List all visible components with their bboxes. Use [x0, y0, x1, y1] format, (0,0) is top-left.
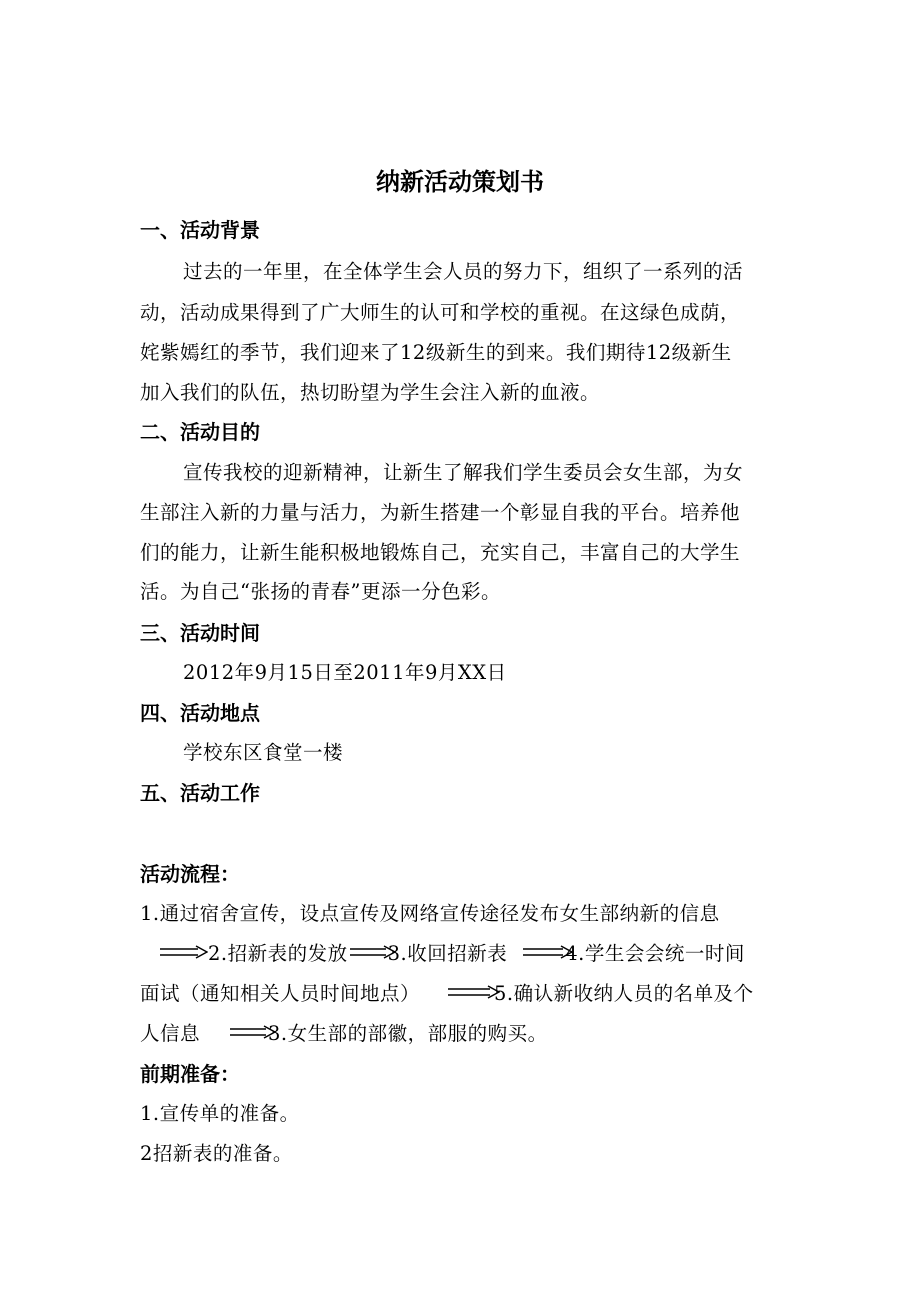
prep-item: 2招新表的准备。	[140, 1142, 293, 1165]
paragraph-line: 宣传我校的迎新精神，让新生了解我们学生委员会女生部，为女	[183, 461, 744, 484]
flow-line-1: 1.通过宿舍宣传，设点宣传及网络宣传途径发布女生部纳新的信息	[140, 902, 720, 925]
heading-work: 五、活动工作	[140, 781, 260, 805]
paragraph-line: 活。为自己“张扬的青春”更添一分色彩。	[140, 580, 501, 603]
flow-line-3	[140, 978, 754, 1006]
flow-step-4: 4.学生会会统一时间	[565, 942, 745, 965]
paragraph-line: 们的能力，让新生能积极地锻炼自己，充实自己，丰富自己的大学生	[140, 541, 741, 564]
double-arrow-icon	[160, 945, 208, 959]
paragraph-line: 过去的一年里，在全体学生会人员的努力下，组织了一系列的活	[183, 260, 744, 283]
flow-line-2	[160, 938, 745, 966]
heading-prep: 前期准备：	[140, 1062, 240, 1086]
flow-step-6: 3.女生部的部徽，部服的购买。	[268, 1022, 548, 1045]
activity-location-text: 学校东区食堂一楼	[183, 741, 344, 764]
document-title: 纳新活动策划书	[376, 168, 544, 196]
flow-step-3: 3.收回招新表	[387, 942, 508, 965]
paragraph-line: 姹紫嫣红的季节，我们迎来了12级新生的到来。我们期待12级新生	[140, 341, 732, 364]
activity-time-text: 2012年9月15日至2011年9月XX日	[183, 661, 507, 684]
flow-step-5-cont: 人信息	[140, 1022, 201, 1045]
double-arrow-icon	[448, 985, 500, 999]
paragraph-line: 生部注入新的力量与活力，为新生搭建一个彰显自我的平台。培养他	[140, 501, 741, 524]
heading-time: 三、活动时间	[140, 621, 260, 645]
paragraph-line: 动，活动成果得到了广大师生的认可和学校的重视。在这绿色成荫，	[140, 301, 741, 324]
flow-step-2: 2.招新表的发放	[208, 942, 348, 965]
paragraph-line: 加入我们的队伍，热切盼望为学生会注入新的血液。	[140, 381, 601, 404]
heading-location: 四、活动地点	[140, 701, 260, 725]
flow-step-4-cont: 面试（通知相关人员时间地点）	[140, 982, 421, 1005]
heading-purpose: 二、活动目的	[140, 420, 260, 444]
prep-item: 1.宣传单的准备。	[140, 1102, 300, 1125]
flow-line-4	[140, 1018, 548, 1046]
flow-step-5: 5.确认新收纳人员的名单及个	[494, 982, 754, 1005]
heading-flow: 活动流程：	[140, 862, 240, 886]
heading-background: 一、活动背景	[140, 218, 260, 242]
